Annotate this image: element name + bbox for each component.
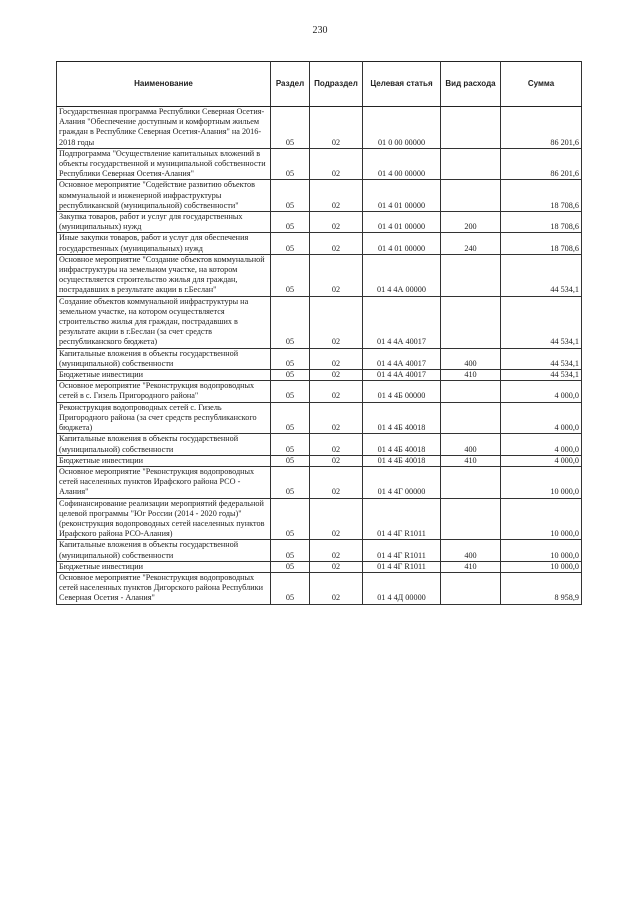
cell-target: 01 4 01 00000 — [363, 180, 441, 212]
cell-target: 01 4 4Б 40018 — [363, 455, 441, 466]
cell-target: 01 4 4А 40017 — [363, 296, 441, 348]
cell-target: 01 4 4Б 00000 — [363, 381, 441, 402]
table-row — [57, 348, 582, 369]
cell-target: 01 4 4Г R1011 — [363, 498, 441, 540]
cell-section: 05 — [271, 212, 310, 233]
cell-subsection: 02 — [310, 498, 363, 540]
cell-target: 01 4 4Г 00000 — [363, 466, 441, 498]
table-row — [57, 572, 582, 604]
cell-subsection: 02 — [310, 466, 363, 498]
cell-section: 05 — [271, 434, 310, 455]
cell-name: Капитальные вложения в объекты государственной (муниципальной) собственности — [57, 434, 271, 455]
cell-expense-type: 410 — [441, 370, 501, 381]
cell-name: Бюджетные инвестиции — [57, 561, 271, 572]
cell-subsection: 02 — [310, 561, 363, 572]
cell-name: Бюджетные инвестиции — [57, 370, 271, 381]
cell-subsection: 02 — [310, 212, 363, 233]
table-row — [57, 212, 582, 233]
table-row — [57, 296, 582, 348]
cell-amount: 10 000,0 — [501, 466, 582, 498]
cell-subsection: 02 — [310, 455, 363, 466]
cell-expense-type: 410 — [441, 455, 501, 466]
cell-section: 05 — [271, 254, 310, 296]
cell-name: Основное мероприятие "Содействие развитию объектов коммунальной и инженерной инфраструктуры республиканской (муниципальной) собственности" — [57, 180, 271, 212]
table-row — [57, 434, 582, 455]
cell-expense-type — [441, 107, 501, 149]
cell-name: Реконструкция водопроводных сетей с. Гизель Пригородного района (за счет средств республиканского бюджета) — [57, 402, 271, 434]
cell-section: 05 — [271, 148, 310, 180]
cell-amount: 4 000,0 — [501, 434, 582, 455]
cell-target: 01 4 4Г R1011 — [363, 540, 441, 561]
header-amount: Сумма — [501, 62, 582, 107]
cell-amount: 18 708,6 — [501, 212, 582, 233]
cell-expense-type — [441, 381, 501, 402]
table-row — [57, 498, 582, 540]
cell-amount: 18 708,6 — [501, 180, 582, 212]
cell-section: 05 — [271, 107, 310, 149]
table-row — [57, 381, 582, 402]
cell-target: 01 4 4Г R1011 — [363, 561, 441, 572]
cell-amount: 8 958,9 — [501, 572, 582, 604]
header-name: Наименование — [57, 62, 271, 107]
cell-name: Капитальные вложения в объекты государственной (муниципальной) собственности — [57, 348, 271, 369]
cell-target: 01 4 4А 40017 — [363, 370, 441, 381]
cell-target: 01 4 4Б 40018 — [363, 402, 441, 434]
cell-amount: 4 000,0 — [501, 455, 582, 466]
cell-section: 05 — [271, 561, 310, 572]
cell-amount: 18 708,6 — [501, 233, 582, 254]
table-row — [57, 540, 582, 561]
cell-expense-type: 400 — [441, 434, 501, 455]
table-row — [57, 466, 582, 498]
cell-target: 01 4 4Д 00000 — [363, 572, 441, 604]
cell-section: 05 — [271, 498, 310, 540]
table-row — [57, 148, 582, 180]
cell-subsection: 02 — [310, 296, 363, 348]
cell-name: Основное мероприятие "Реконструкция водопроводных сетей населенных пунктов Дигорского района Республики Северная Осетия - Алания" — [57, 572, 271, 604]
header-expense-type: Вид расхода — [441, 62, 501, 107]
cell-section: 05 — [271, 402, 310, 434]
cell-expense-type — [441, 296, 501, 348]
cell-expense-type — [441, 466, 501, 498]
cell-subsection: 02 — [310, 254, 363, 296]
cell-expense-type — [441, 498, 501, 540]
cell-amount: 4 000,0 — [501, 402, 582, 434]
cell-subsection: 02 — [310, 434, 363, 455]
cell-expense-type: 240 — [441, 233, 501, 254]
header-target: Целевая статья — [363, 62, 441, 107]
cell-expense-type: 400 — [441, 540, 501, 561]
cell-target: 01 4 4А 40017 — [363, 348, 441, 369]
cell-target: 01 4 00 00000 — [363, 148, 441, 180]
cell-amount: 10 000,0 — [501, 561, 582, 572]
header-subsection: Подраздел — [310, 62, 363, 107]
cell-name: Подпрограмма "Осуществление капитальных вложений в объекты государственной и муниципальной собственности Республики Северная Осетия-Алания" — [57, 148, 271, 180]
cell-subsection: 02 — [310, 370, 363, 381]
table-row — [57, 561, 582, 572]
cell-subsection: 02 — [310, 540, 363, 561]
cell-section: 05 — [271, 348, 310, 369]
cell-amount: 86 201,6 — [501, 107, 582, 149]
header-section: Раздел — [271, 62, 310, 107]
table-row — [57, 107, 582, 149]
cell-expense-type — [441, 572, 501, 604]
cell-expense-type: 200 — [441, 212, 501, 233]
budget-table — [56, 61, 582, 605]
cell-name: Основное мероприятие "Реконструкция водопроводных сетей в с. Гизель Пригородного района" — [57, 381, 271, 402]
cell-subsection: 02 — [310, 348, 363, 369]
cell-expense-type: 410 — [441, 561, 501, 572]
cell-subsection: 02 — [310, 180, 363, 212]
cell-amount: 44 534,1 — [501, 370, 582, 381]
cell-section: 05 — [271, 455, 310, 466]
cell-expense-type — [441, 180, 501, 212]
table-row — [57, 233, 582, 254]
cell-subsection: 02 — [310, 381, 363, 402]
cell-expense-type — [441, 402, 501, 434]
cell-target: 01 4 01 00000 — [363, 233, 441, 254]
cell-name: Иные закупки товаров, работ и услуг для обеспечения государственных (муниципальных) нужд — [57, 233, 271, 254]
cell-name: Создание объектов коммунальной инфраструктуры на земельном участке, на котором осуществляется строительство жилья для граждан, пострадавших в результате акции в г.Беслан (за счет средств республиканского бюджета) — [57, 296, 271, 348]
cell-section: 05 — [271, 180, 310, 212]
cell-name: Бюджетные инвестиции — [57, 455, 271, 466]
cell-target: 01 4 4Б 40018 — [363, 434, 441, 455]
cell-name: Капитальные вложения в объекты государственной (муниципальной) собственности — [57, 540, 271, 561]
cell-target: 01 0 00 00000 — [363, 107, 441, 149]
cell-section: 05 — [271, 296, 310, 348]
cell-subsection: 02 — [310, 572, 363, 604]
page-number: 230 — [312, 25, 328, 36]
cell-amount: 10 000,0 — [501, 540, 582, 561]
cell-section: 05 — [271, 381, 310, 402]
cell-target: 01 4 01 00000 — [363, 212, 441, 233]
cell-section: 05 — [271, 466, 310, 498]
cell-section: 05 — [271, 370, 310, 381]
cell-amount: 86 201,6 — [501, 148, 582, 180]
cell-subsection: 02 — [310, 233, 363, 254]
cell-subsection: 02 — [310, 148, 363, 180]
cell-amount: 10 000,0 — [501, 498, 582, 540]
cell-target: 01 4 4А 00000 — [363, 254, 441, 296]
table-row — [57, 455, 582, 466]
cell-name: Государственная программа Республики Северная Осетия-Алания "Обеспечение доступным и комфортным жильем граждан в Республике Северная Осетия-Алания" на 2016-2018 годы — [57, 107, 271, 149]
cell-expense-type — [441, 148, 501, 180]
cell-name: Закупка товаров, работ и услуг для государственных (муниципальных) нужд — [57, 212, 271, 233]
table-header-row — [57, 62, 582, 107]
cell-subsection: 02 — [310, 107, 363, 149]
cell-section: 05 — [271, 540, 310, 561]
cell-name: Основное мероприятие "Создание объектов коммунальной инфраструктуры на земельном участке, на котором осуществляется строительство жилья для граждан, пострадавших в результате акции в г.Беслан" — [57, 254, 271, 296]
cell-expense-type: 400 — [441, 348, 501, 369]
cell-amount: 44 534,1 — [501, 254, 582, 296]
cell-amount: 44 534,1 — [501, 296, 582, 348]
table-row — [57, 370, 582, 381]
cell-name: Софинансирование реализации мероприятий федеральной целевой программы "Юг России (2014 - 2020 годы)" (реконструкция водопроводных сетей населенных пунктов Ирафского района РСО-Алания) — [57, 498, 271, 540]
cell-section: 05 — [271, 233, 310, 254]
cell-subsection: 02 — [310, 402, 363, 434]
cell-section: 05 — [271, 572, 310, 604]
cell-amount: 44 534,1 — [501, 348, 582, 369]
table-row — [57, 254, 582, 296]
table-row — [57, 180, 582, 212]
cell-expense-type — [441, 254, 501, 296]
table-row — [57, 402, 582, 434]
cell-name: Основное мероприятие "Реконструкция водопроводных сетей населенных пунктов Ирафского района РСО - Алания" — [57, 466, 271, 498]
cell-amount: 4 000,0 — [501, 381, 582, 402]
